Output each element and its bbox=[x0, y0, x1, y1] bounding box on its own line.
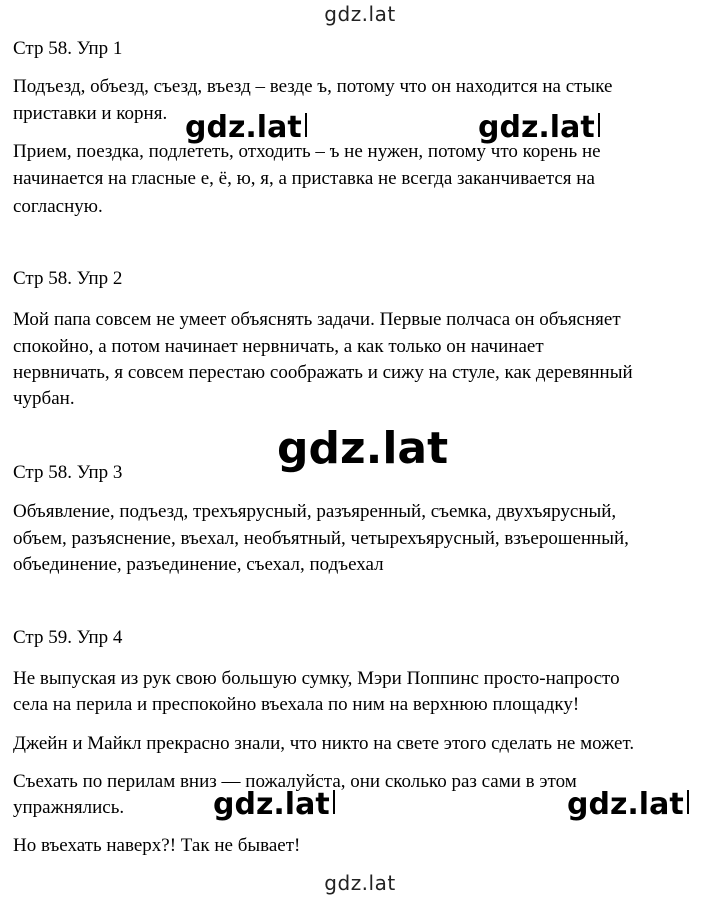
exercise-3-line-1: Объявление, подъезд, трехъярусный, разъяренный, съемка, двухъярусный, bbox=[13, 501, 617, 522]
exercise-2-line-2: спокойно, а потом начинает нервничать, а как только он начинает bbox=[13, 336, 544, 357]
exercise-1-line-4: начинается на гласные е, ё, ю, я, а приставка не всегда заканчивается на bbox=[13, 168, 595, 189]
exercise-2-heading: Стр 58. Упр 2 bbox=[13, 268, 123, 289]
exercise-3-heading: Стр 58. Упр 3 bbox=[13, 462, 123, 483]
exercise-1-heading: Стр 58. Упр 1 bbox=[13, 38, 123, 59]
exercise-2-line-4: чурбан. bbox=[13, 388, 75, 409]
exercise-3-line-2: объем, разъяснение, въехал, необъятный, четырехъярусный, взъерошенный, bbox=[13, 528, 629, 549]
exercise-2-line-1: Мой папа совсем не умеет объяснять задачи. Первые полчаса он объясняет bbox=[13, 309, 621, 330]
exercise-3-line-3: объединение, разъединение, съехал, подъехал bbox=[13, 554, 384, 575]
watermark-overlay-3: gdz.lat bbox=[213, 790, 335, 820]
exercise-4-line-5: упражнялись. bbox=[13, 797, 125, 818]
footer-watermark: gdz.lat bbox=[324, 871, 396, 895]
exercise-4-line-3: Джейн и Майкл прекрасно знали, что никто на свете этого сделать не может. bbox=[13, 733, 635, 754]
exercise-1-line-2: приставки и корня. bbox=[13, 103, 168, 124]
watermark-overlay-center: gdz.lat bbox=[277, 423, 449, 474]
exercise-4-line-4: Съехать по перилам вниз — пожалуйста, они сколько раз сами в этом bbox=[13, 771, 577, 792]
exercise-1-line-1: Подъезд, объезд, съезд, въезд – везде ъ, потому что он находится на стыке bbox=[13, 76, 613, 97]
header-watermark: gdz.lat bbox=[324, 2, 396, 26]
exercise-4-line-6: Но въехать наверх?! Так не бывает! bbox=[13, 835, 301, 856]
exercise-1-line-3: Прием, поездка, подлететь, отходить – ъ не нужен, потому что корень не bbox=[13, 141, 601, 162]
watermark-overlay-2: gdz.lat bbox=[478, 113, 600, 143]
watermark-overlay-4: gdz.lat bbox=[567, 790, 689, 820]
exercise-4-line-2: села на перила и преспокойно въехала по ним на верхнюю площадку! bbox=[13, 694, 580, 715]
exercise-4-line-1: Не выпуская из рук свою большую сумку, Мэри Поппинс просто-напросто bbox=[13, 668, 620, 689]
exercise-1-line-5: согласную. bbox=[13, 196, 103, 217]
exercise-2-line-3: нервничать, я совсем перестаю соображать и сижу на стуле, как деревянный bbox=[13, 362, 633, 383]
exercise-4-heading: Стр 59. Упр 4 bbox=[13, 627, 123, 648]
watermark-overlay-1: gdz.lat bbox=[185, 113, 307, 143]
